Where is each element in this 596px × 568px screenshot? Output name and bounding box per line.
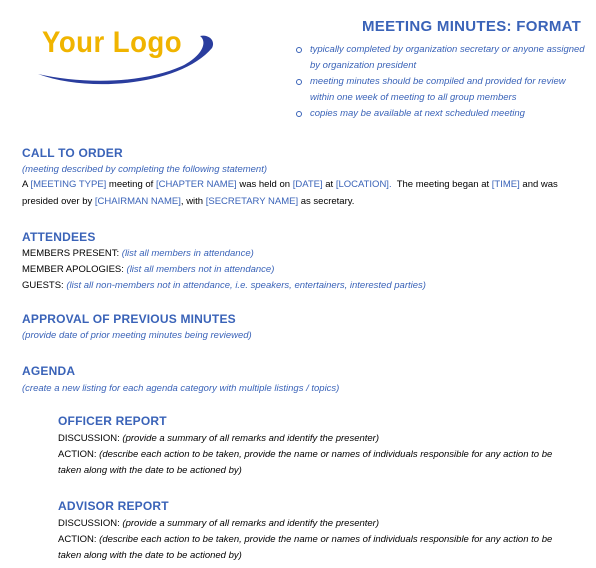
notes-list <box>290 42 590 122</box>
heading-advisor-report: ADVISOR REPORT <box>58 499 169 513</box>
approval-hint: (provide date of prior meeting minutes being reviewed) <box>22 330 252 341</box>
placeholder-chairman-name: [CHAIRMAN NAME] <box>94 196 181 207</box>
placeholder-secretary-name: [SECRETARY NAME] <box>205 196 299 207</box>
logo <box>32 22 222 92</box>
bullet-icon <box>296 79 302 85</box>
guests-line: GUESTS: (list all non-members not in attendance, i.e. speakers, entertainers, interested parties) <box>22 280 426 291</box>
advisor-action-block: ACTION: (describe each action to be taken, provide the name or names of individuals responsible for any action to be taken along with the date to be actioned by) <box>58 534 553 561</box>
call-to-order-line-2: presided over by [CHAIRMAN NAME], with [SECRETARY NAME] as secretary. <box>22 196 355 207</box>
placeholder-time: [TIME] <box>491 179 520 190</box>
note-item: copies may be available at next scheduled meeting <box>290 106 590 122</box>
heading-agenda: AGENDA <box>22 364 76 378</box>
bullet-icon <box>296 47 302 53</box>
document-title: MEETING MINUTES: FORMAT <box>362 18 582 35</box>
heading-call-to-order: CALL TO ORDER <box>22 146 123 160</box>
officer-discussion-line: DISCUSSION: (provide a summary of all remarks and identify the presenter) <box>58 433 380 444</box>
officer-action-block: ACTION: (describe each action to be taken, provide the name or names of individuals responsible for any action to be taken along with the date to be actioned by) <box>58 449 553 476</box>
placeholder-chapter-name: [CHAPTER NAME] <box>155 179 237 190</box>
call-to-order-line-1: A [MEETING TYPE] meeting of [CHAPTER NAME] was held on [DATE] at [LOCATION]. The meeting began at [TIME] and was <box>22 179 558 190</box>
advisor-discussion-line: DISCUSSION: (provide a summary of all remarks and identify the presenter) <box>58 518 380 529</box>
call-to-order-hint: (meeting described by completing the following statement) <box>22 164 268 175</box>
bullet-icon <box>296 111 302 117</box>
placeholder-date: [DATE] <box>292 179 323 190</box>
agenda-hint: (create a new listing for each agenda category with multiple listings / topics) <box>22 383 340 394</box>
logo-text: Your Logo <box>42 26 183 59</box>
member-apologies-line: MEMBER APOLOGIES: (list all members not in attendance) <box>22 264 275 275</box>
note-item: typically completed by organization secretary or anyone assigned by organization president <box>290 42 590 74</box>
members-present-line: MEMBERS PRESENT: (list all members in attendance) <box>22 248 254 259</box>
note-item: meeting minutes should be compiled and provided for review within one week of meeting to all group members <box>290 74 590 106</box>
placeholder-meeting-type: [MEETING TYPE] <box>30 179 107 190</box>
heading-approval-of-previous-minutes: APPROVAL OF PREVIOUS MINUTES <box>22 312 236 326</box>
heading-attendees: ATTENDEES <box>22 230 96 244</box>
placeholder-location: [LOCATION]. <box>335 179 392 190</box>
heading-officer-report: OFFICER REPORT <box>58 414 167 428</box>
